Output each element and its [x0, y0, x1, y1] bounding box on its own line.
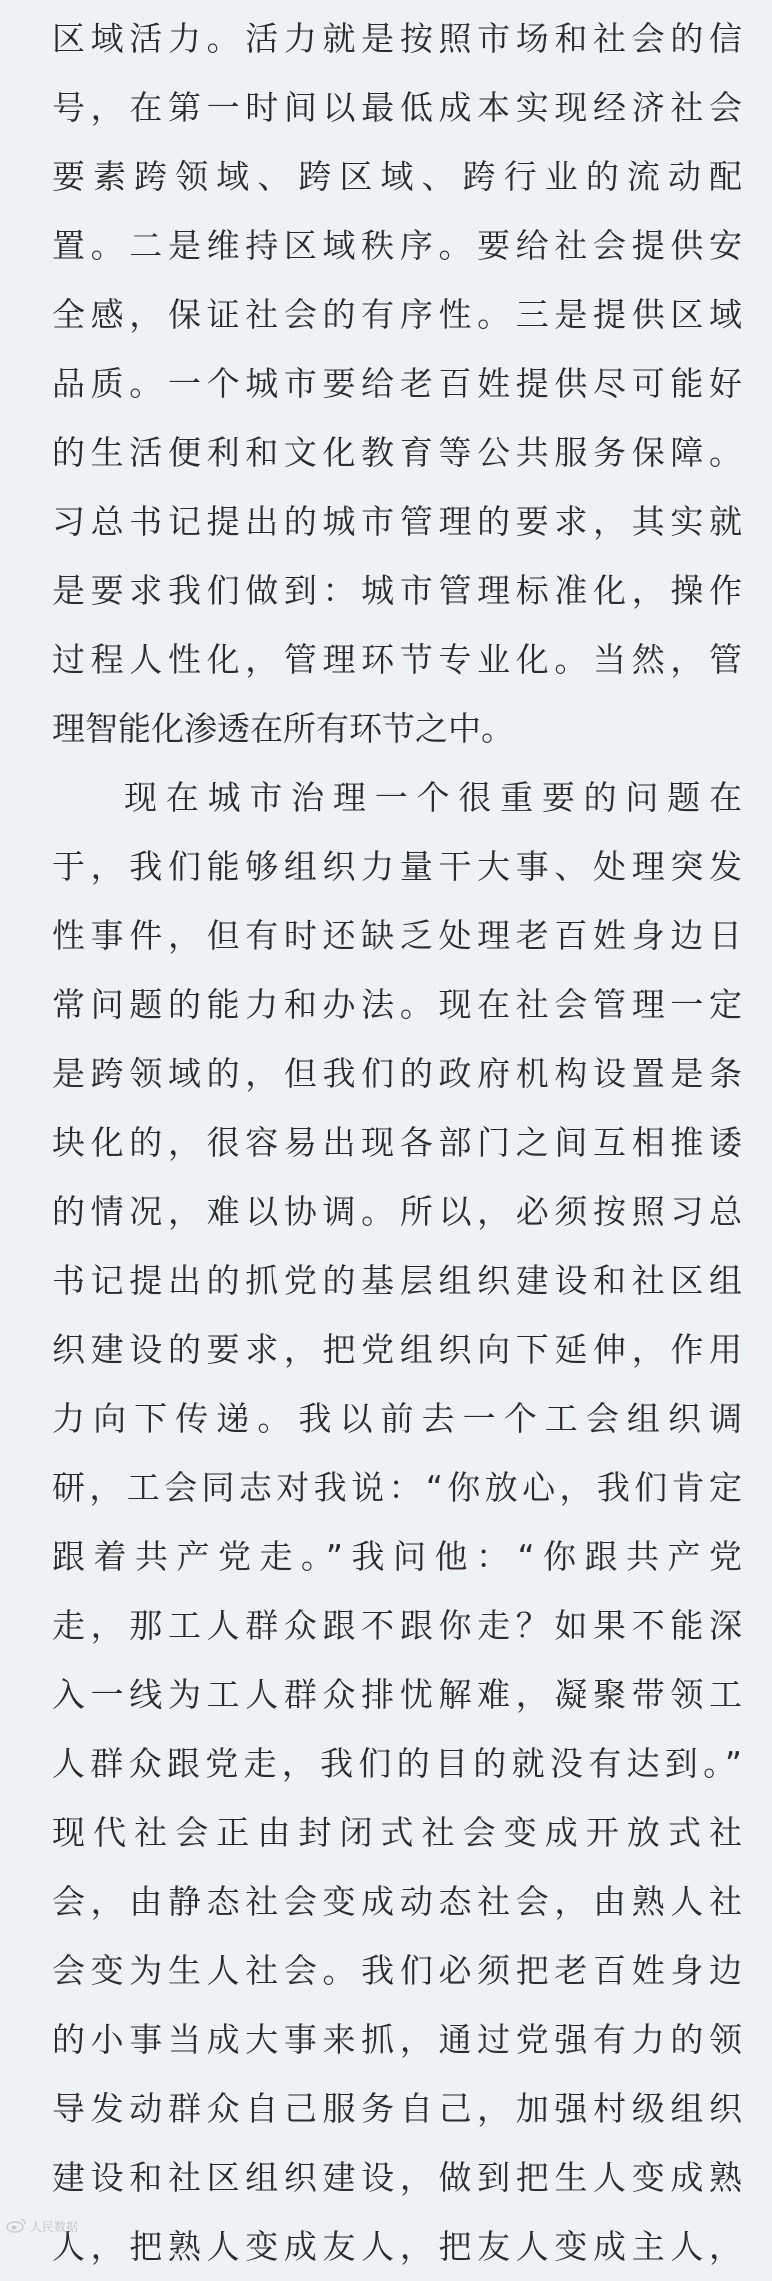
text-line: 理智能化渗透在所有环节之中。 [52, 709, 514, 748]
text-line: 建设和社区组织建设，做到把生人变成熟 [52, 2158, 742, 2197]
text-line: 性事件，但有时还缺乏处理老百姓身边日 [52, 916, 742, 955]
text-line: 习总书记提出的城市管理的要求，其实就 [52, 502, 742, 541]
text-line: 研，工会同志对我说：“你放心，我们肯定 [52, 1468, 742, 1507]
watermark-text: 人民数据 [30, 2220, 79, 2234]
text-line: 常问题的能力和办法。现在社会管理一定 [52, 985, 742, 1024]
text-line: 置。二是维持区域秩序。要给社会提供安 [52, 226, 742, 265]
text-line: 的小事当成大事来抓，通过党强有力的领 [52, 2020, 742, 2059]
text-line: 的生活便利和文化教育等公共服务保障。 [52, 433, 742, 472]
text-line: 是要求我们做到：城市管理标准化，操作 [52, 571, 742, 610]
text-line: 现在城市治理一个很重要的问题在 [124, 778, 742, 817]
watermark [6, 2217, 78, 2236]
text-line: 人群众跟党走，我们的目的就没有达到。” [52, 1744, 742, 1783]
text-line: 力向下传递。我以前去一个工会组织调 [52, 1399, 742, 1438]
text-line: 要素跨领域、跨区域、跨行业的流动配 [52, 157, 742, 196]
text-line: 号，在第一时间以最低成本实现经济社会 [52, 88, 742, 127]
text-line: 人，把熟人变成友人，把友人变成主人， [52, 2227, 742, 2266]
text-line: 入一线为工人群众排忧解难，凝聚带领工 [52, 1675, 742, 1714]
text-line: 现代社会正由封闭式社会变成开放式社 [52, 1813, 742, 1852]
text-line: 全感，保证社会的有序性。三是提供区域 [52, 295, 742, 334]
text-line: 区域活力。活力就是按照市场和社会的信 [52, 19, 742, 58]
text-line: 过程人性化，管理环节专业化。当然，管 [52, 640, 742, 679]
text-line: 走，那工人群众跟不跟你走？如果不能深 [52, 1606, 742, 1645]
text-line: 块化的，很容易出现各部门之间互相推诿 [52, 1123, 742, 1162]
text-line: 会变为生人社会。我们必须把老百姓身边 [52, 1951, 742, 1990]
text-line: 品质。一个城市要给老百姓提供尽可能好 [52, 364, 742, 403]
text-line: 跟着共产党走。”我问他：“你跟共产党 [52, 1537, 742, 1576]
text-line: 于，我们能够组织力量干大事、处理突发 [52, 847, 742, 886]
text-line: 是跨领域的，但我们的政府机构设置是条 [52, 1054, 742, 1093]
text-line: 织建设的要求，把党组织向下延伸，作用 [52, 1330, 742, 1369]
text-line: 书记提出的抓党的基层组织建设和社区组 [52, 1261, 742, 1300]
text-line: 导发动群众自己服务自己，加强村级组织 [52, 2089, 742, 2128]
text-line: 的情况，难以协调。所以，必须按照习总 [52, 1192, 742, 1231]
text-line: 会，由静态社会变成动态社会，由熟人社 [52, 1882, 742, 1921]
weibo-icon [6, 2217, 28, 2236]
